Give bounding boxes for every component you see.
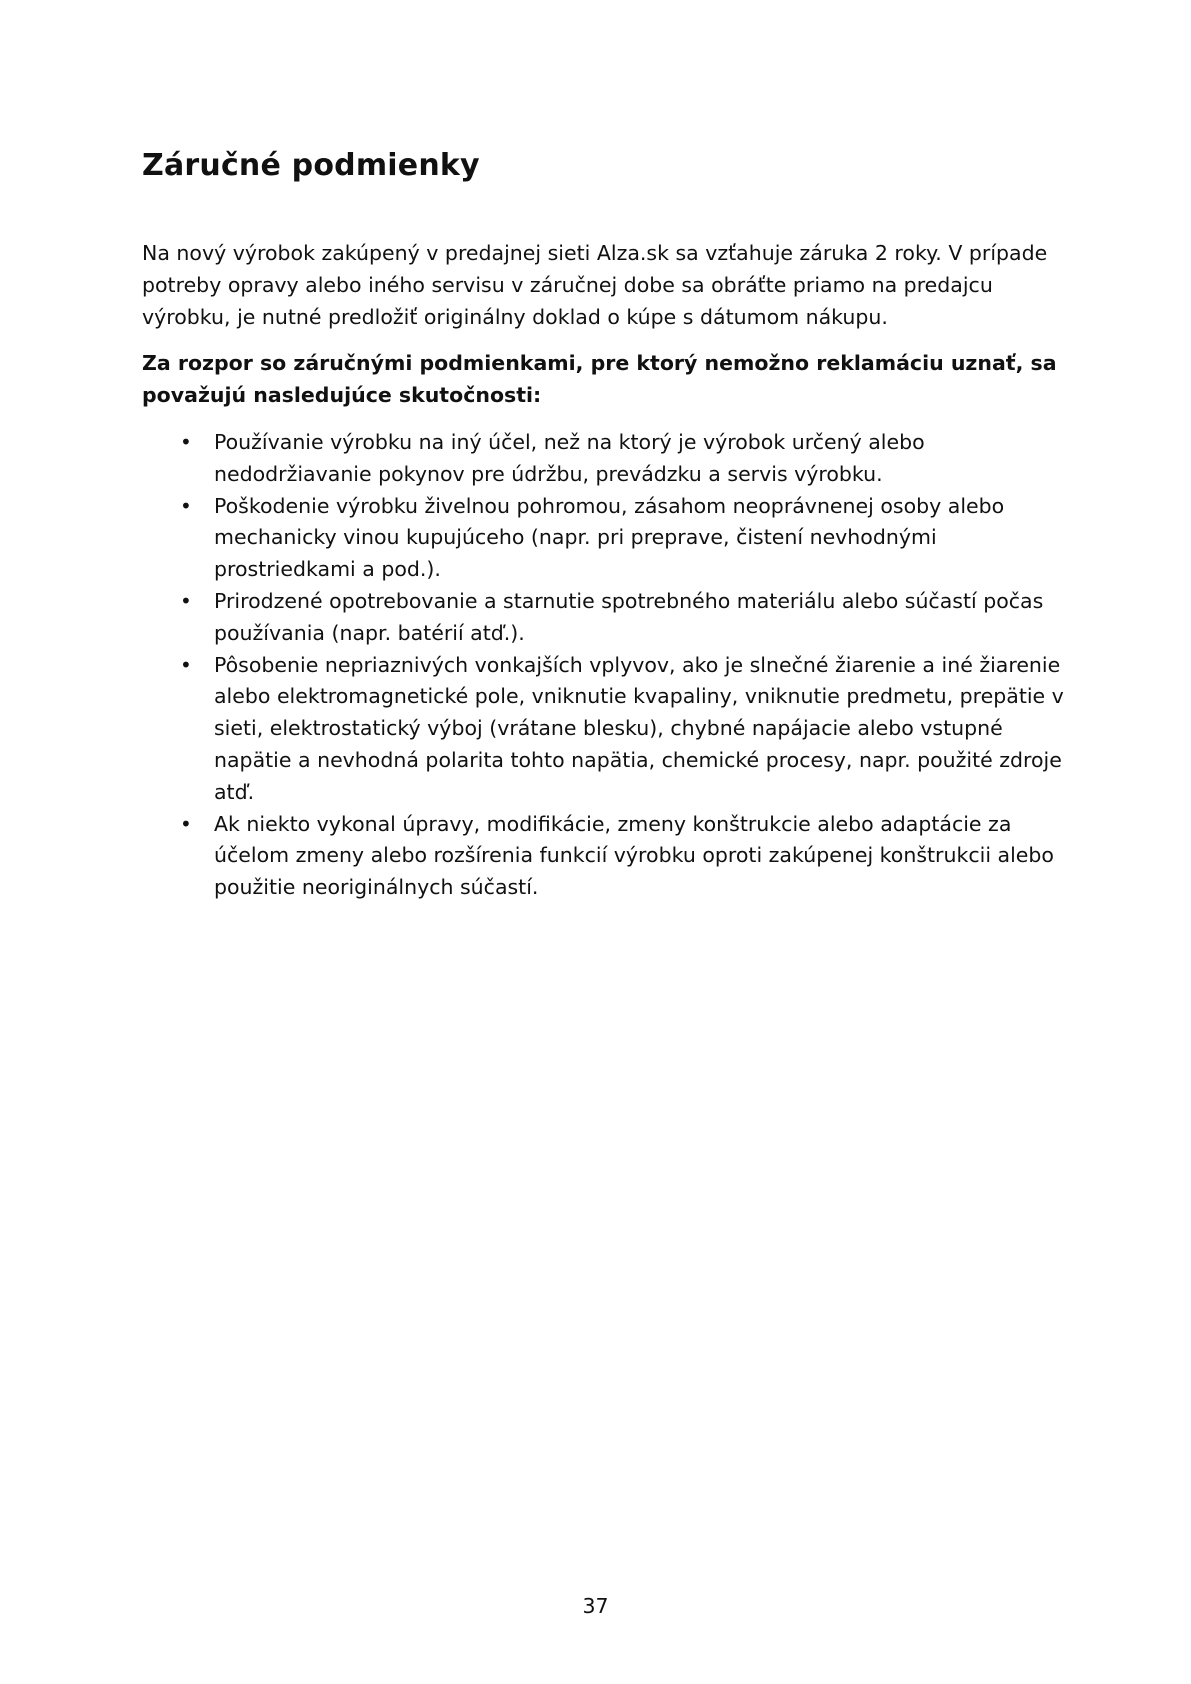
list-item xyxy=(142,586,1072,650)
bullet-icon: • xyxy=(180,588,192,613)
conditions-list xyxy=(142,427,1072,904)
bullet-icon: • xyxy=(180,493,192,518)
list-item-text: Ak niekto vykonal úpravy, modifikácie, zmeny konštrukcie alebo adaptácie za účelom zmeny alebo rozšírenia funkcií výrobku oproti zakúpenej konštrukcii alebo použitie neoriginálnych súčastí. xyxy=(214,811,1054,900)
intro-paragraph: Na nový výrobok zakúpený v predajnej sieti Alza.sk sa vzťahuje záruka 2 roky. V prípade potreby opravy alebo iného servisu v záručnej dobe sa obráťte priamo na predajcu výrobku, je nutné predložiť originálny doklad o kúpe s dátumom nákupu. xyxy=(142,241,1048,329)
list-item-text: Poškodenie výrobku živelnou pohromou, zásahom neoprávnenej osoby alebo mechanicky vinou kupujúceho (napr. pri preprave, čistení nevhodnými prostriedkami a pod.). xyxy=(214,493,1005,582)
page-number: 37 xyxy=(582,1594,609,1618)
list-item-text: Pôsobenie nepriaznivých vonkajších vplyvov, ako je slnečné žiarenie a iné žiarenie alebo elektromagnetické pole, vniknutie kvapaliny, vniknutie predmetu, prepätie v sieti, elektrostatický výboj (vrátane blesku), chybné napájacie alebo vstupné napätie a nevhodná polarita tohto napätia, chemické procesy, napr. použité zdroje atď. xyxy=(214,652,1064,804)
list-item-text: Používanie výrobku na iný účel, než na ktorý je výrobok určený alebo nedodržiavanie pokynov pre údržbu, prevádzku a servis výrobku. xyxy=(214,430,925,486)
warning-heading: Za rozpor so záručnými podmienkami, pre ktorý nemožno reklamáciu uznať, sa považujú nasledujúce skutočnosti: xyxy=(142,351,1057,407)
bullet-icon: • xyxy=(180,652,192,677)
bullet-icon: • xyxy=(180,430,192,454)
list-item xyxy=(142,491,1072,586)
list-item xyxy=(142,427,1072,491)
bullet-icon: • xyxy=(180,811,192,836)
list-item-text: Prirodzené opotrebovanie a starnutie spotrebného materiálu alebo súčastí počas používania (napr. batérií atď.). xyxy=(214,588,1044,645)
list-item xyxy=(142,650,1072,809)
list-item xyxy=(142,809,1072,904)
page-title: Záručné podmienky xyxy=(142,148,480,183)
